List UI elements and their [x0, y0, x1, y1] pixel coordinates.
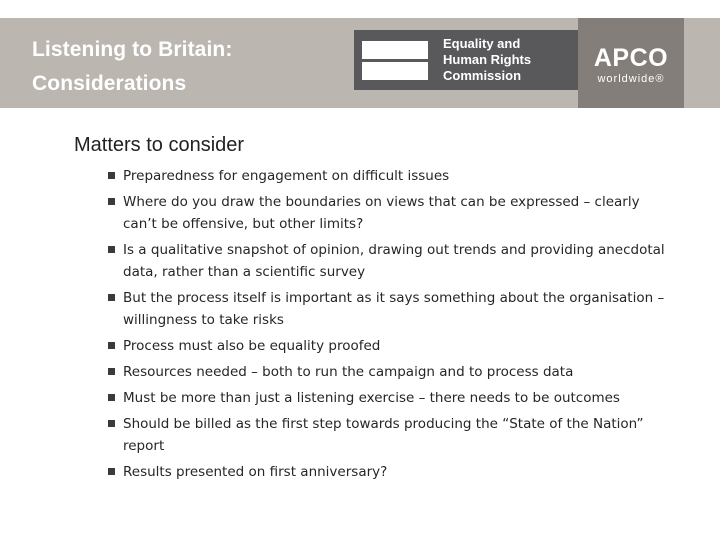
ehrc-logo-bar-top [362, 41, 428, 59]
square-bullet-icon [108, 246, 115, 253]
bullet-item [74, 361, 674, 383]
title-line-2: Considerations [32, 72, 187, 95]
square-bullet-icon [108, 342, 115, 349]
ehrc-logo-line-3: Commission [443, 68, 522, 83]
square-bullet-icon [108, 468, 115, 475]
square-bullet-icon [108, 368, 115, 375]
ehrc-logo-text [443, 36, 531, 84]
apco-logo-subtitle: worldwide® [597, 73, 665, 85]
bullet-text: But the process itself is important as it says something about the organisation – willingness to take risks [123, 290, 665, 328]
square-bullet-icon [108, 294, 115, 301]
bullet-text: Should be billed as the first step towards producing the “State of the Nation” report [123, 416, 644, 454]
bullet-item [74, 287, 674, 331]
ehrc-logo-line-1: Equality and [443, 36, 521, 51]
bullet-text: Process must also be equality proofed [123, 338, 381, 354]
section-heading: Matters to consider [74, 134, 245, 156]
bullet-text: Is a qualitative snapshot of opinion, drawing out trends and providing anecdotal data, rather than a scientific survey [123, 242, 665, 280]
bullet-list [74, 165, 674, 483]
title-line-1: Listening to Britain: [32, 38, 233, 61]
slide-content [74, 130, 674, 487]
apco-logo [578, 18, 684, 108]
square-bullet-icon [108, 198, 115, 205]
square-bullet-icon [108, 172, 115, 179]
page-title [32, 33, 232, 101]
bullet-item [74, 413, 674, 457]
bullet-text: Preparedness for engagement on difficult issues [123, 168, 450, 184]
bullet-item [74, 387, 674, 409]
square-bullet-icon [108, 420, 115, 427]
bullet-item [74, 191, 674, 235]
ehrc-logo [354, 30, 578, 90]
square-bullet-icon [108, 394, 115, 401]
bullet-text: Where do you draw the boundaries on views that can be expressed – clearly can’t be offensive, but other limits? [123, 194, 640, 232]
bullet-item [74, 335, 674, 357]
bullet-text: Resources needed – both to run the campaign and to process data [123, 364, 574, 380]
bullet-text: Must be more than just a listening exercise – there needs to be outcomes [123, 390, 620, 406]
bullet-item [74, 165, 674, 187]
ehrc-logo-bar-bottom [362, 62, 428, 80]
bullet-text: Results presented on first anniversary? [123, 464, 388, 480]
bullet-item [74, 461, 674, 483]
apco-logo-name: APCO [593, 44, 669, 72]
bullet-item [74, 239, 674, 283]
ehrc-logo-line-2: Human Rights [443, 52, 532, 67]
